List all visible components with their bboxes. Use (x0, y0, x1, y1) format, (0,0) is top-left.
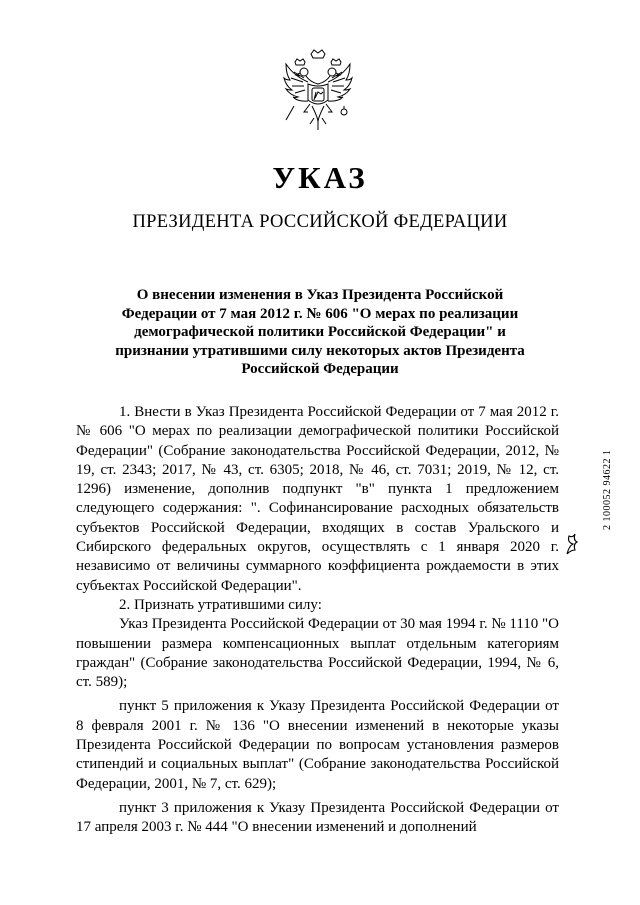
coat-of-arms-icon (280, 48, 356, 136)
handwritten-mark-icon (563, 528, 581, 558)
paragraph-3: Указ Президента Российской Федерации от 30 мая 1994 г. № 1110 "О повышении размера компенсационных выплат отдельным категориям граждан" (Собрание законодательства Российской Федерации, 1994, № 6, ст. 589); (76, 616, 559, 691)
paragraph-2: 2. Признать утратившими силу: (119, 596, 322, 613)
document-barcode-number: 2 100052 94622 1 (602, 449, 613, 530)
decree-body (76, 403, 559, 838)
document-title: УКАЗ (272, 160, 368, 195)
paragraph-5: пункт 3 приложения к Указу Президента Российской Федерации от 17 апреля 2003 г. № 444 "О внесении изменений и дополнений (76, 799, 559, 836)
decree-heading: О внесении изменения в Указ Президента Российской Федерации от 7 мая 2012 г. № 606 "О мерах по реализации демографической политики Российской Федерации" и признании утратившими силу некоторых актов Президента Российской Федерации (115, 287, 525, 377)
document-subtitle: ПРЕЗИДЕНТА РОССИЙСКОЙ ФЕДЕРАЦИИ (132, 212, 508, 232)
paragraph-4: пункт 5 приложения к Указу Президента Российской Федерации от 8 февраля 2001 г. № 136 "О внесении изменений в некоторые указы Президента Российской Федерации по вопросам установления размеров стипендий и социальных выплат" (Собрание законодательства Российской Федерации, 2001, № 7, ст. 629); (76, 698, 559, 792)
paragraph-1: 1. Внести в Указ Президента Российской Федерации от 7 мая 2012 г. № 606 "О мерах по реализации демографической политики Российской Федерации" (Собрание законодательства Российской Федерации, 2012, № 19, ст. 2343; 2017, № 43, ст. 6305; 2018, № 46, ст. 7031; 2019, № 12, ст. 1296) изменение, дополнив подпункт "в" пункта 1 предложением следующего содержания: ". Софинансирование расходных обязательств субъектов Российской Федерации, входящих в состав Уральского и Сибирского федеральных округов, осуществлять с 1 января 2020 г. независимо от величины суммарного коэффициента рождаемости в этих субъектах Российской Федерации". (76, 404, 559, 594)
